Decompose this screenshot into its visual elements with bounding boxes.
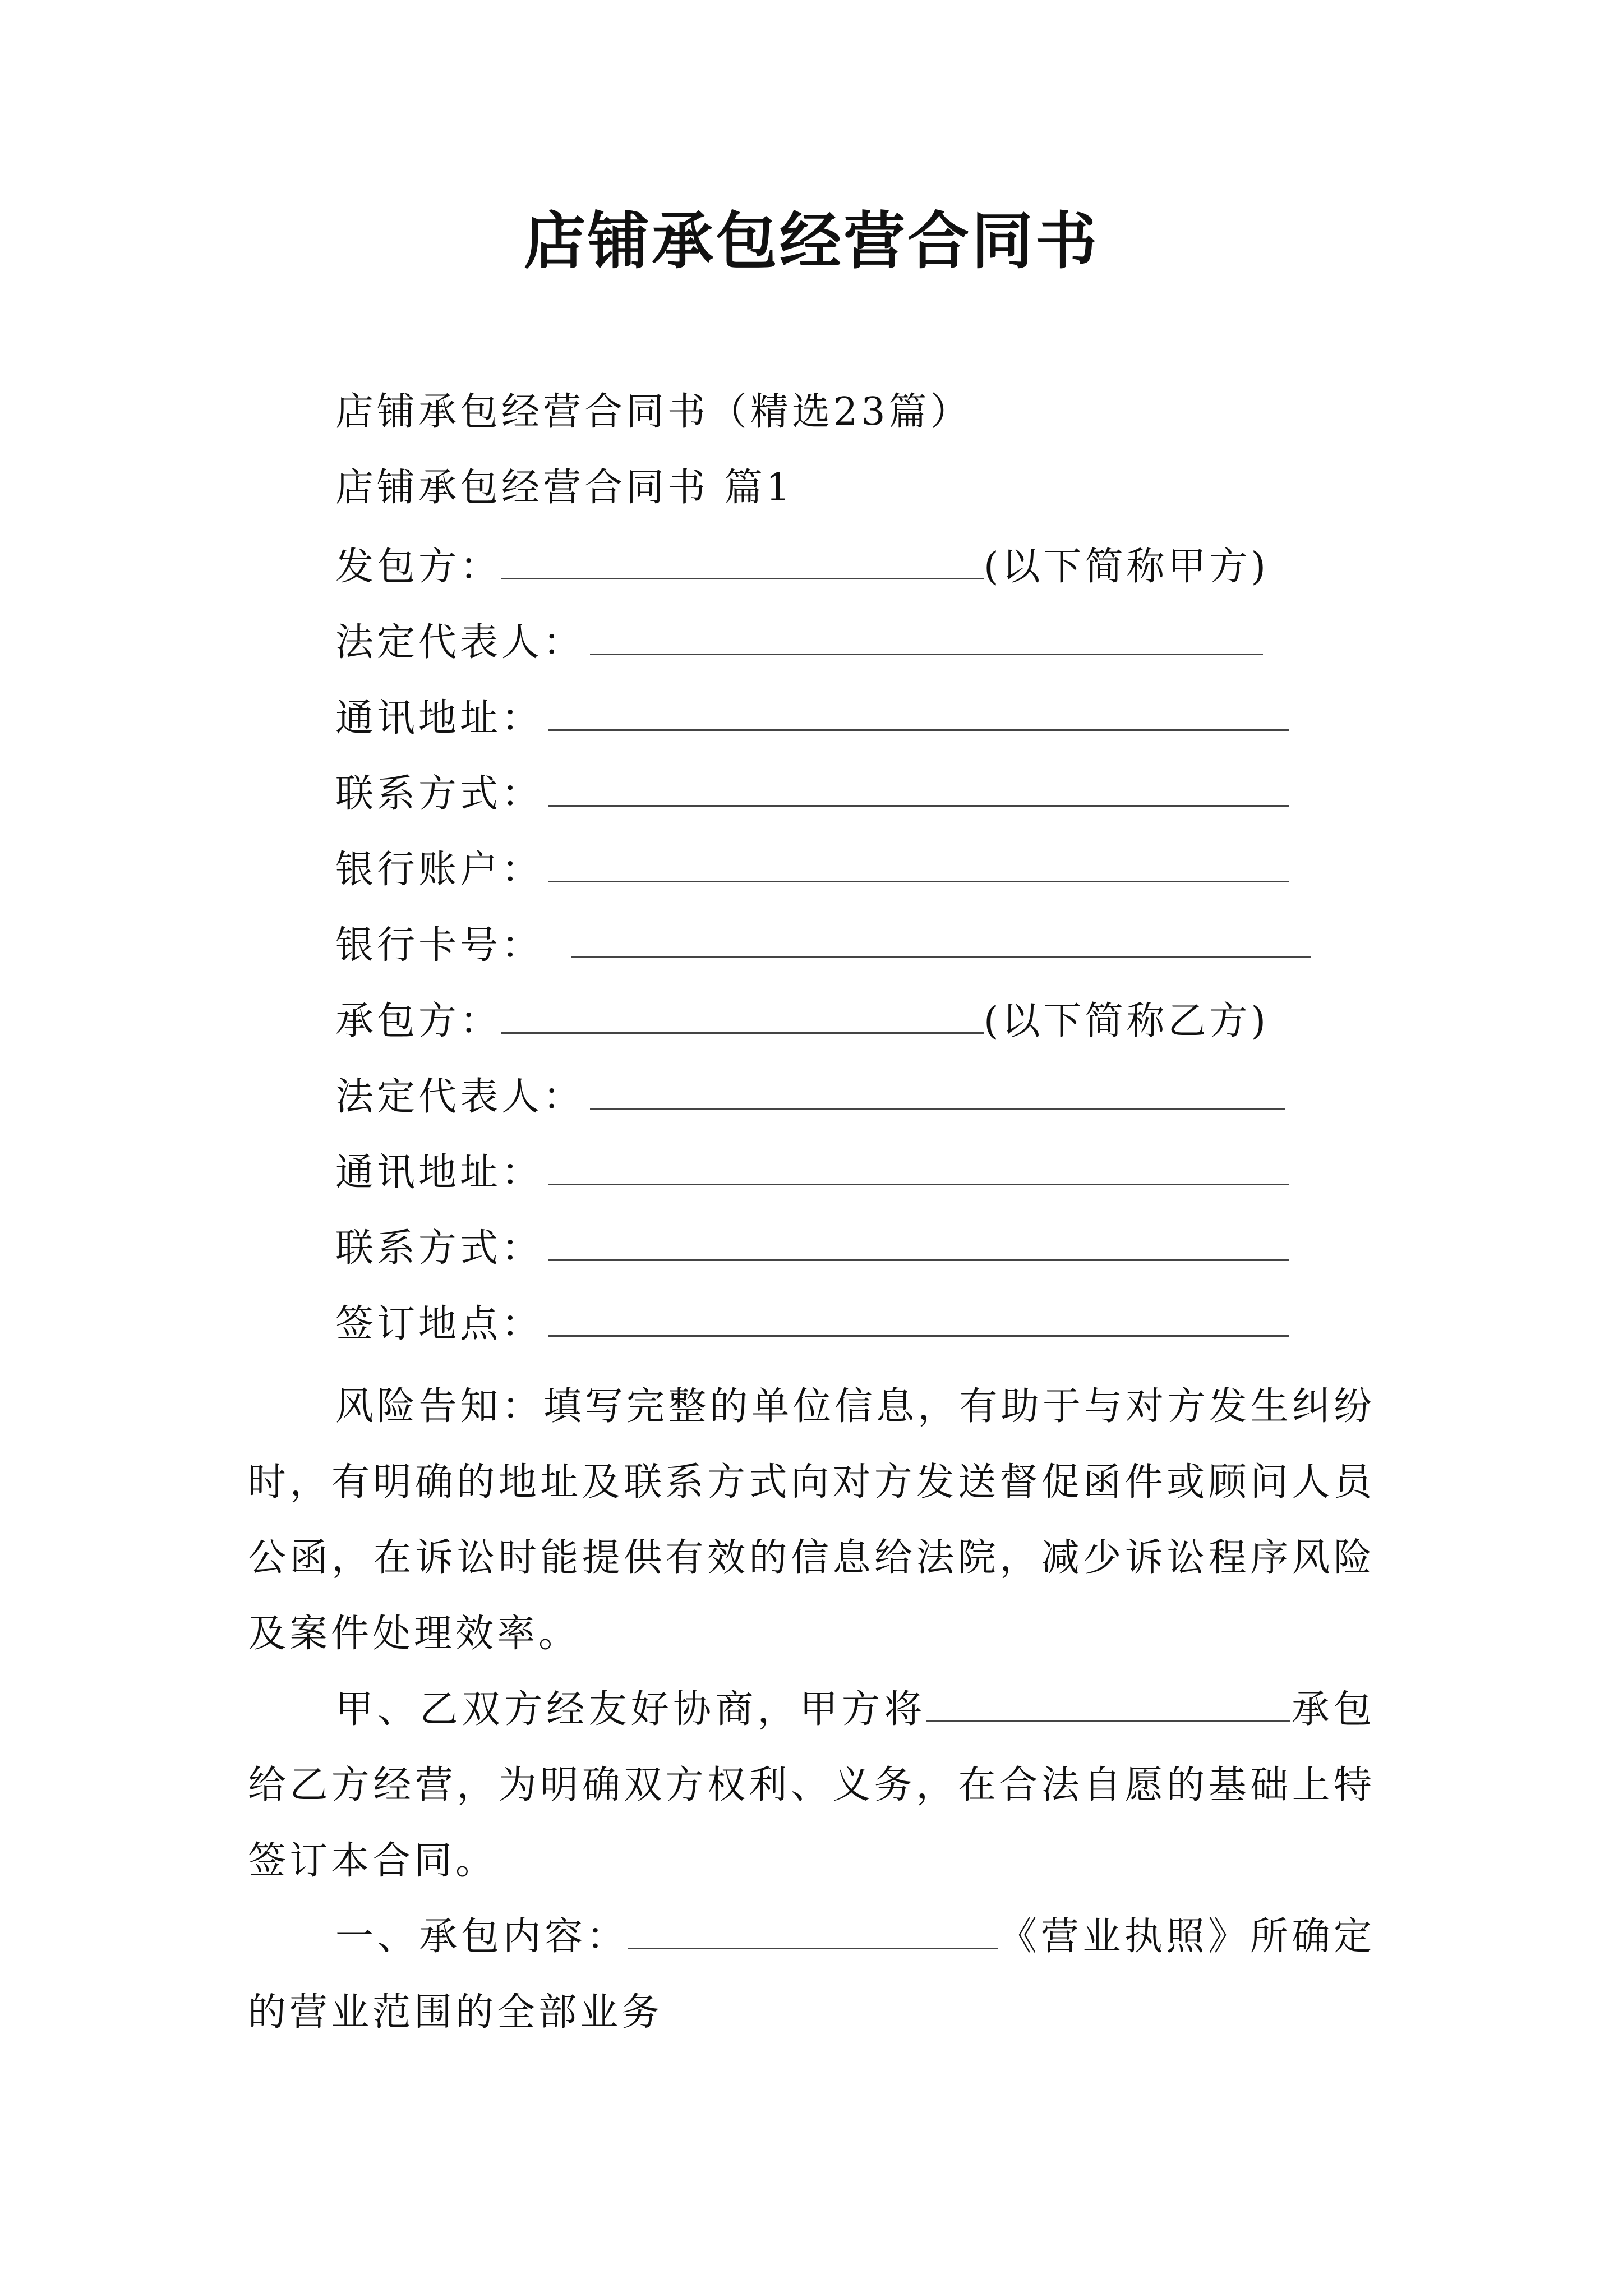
party-a-address-label: 通讯地址：	[335, 696, 543, 740]
agreement-blank[interactable]	[926, 1687, 1290, 1722]
party-a-bank-card-row	[335, 917, 1311, 971]
party-b-contact-label: 联系方式：	[335, 1226, 543, 1271]
party-b-legal-rep-blank[interactable]	[590, 1069, 1285, 1110]
party-b-address-row	[335, 1144, 1289, 1198]
clause-1-paragraph	[248, 1899, 1375, 2050]
party-b-address-label: 通讯地址：	[335, 1151, 543, 1195]
document-subtitle: 店铺承包经营合同书（精选23篇）	[335, 390, 972, 434]
clause-1-suffix: 《营业执照》所确定的营业范围的全部业务	[248, 1915, 1375, 2035]
party-b-contact-row	[335, 1220, 1289, 1274]
party-a-bank-card-blank[interactable]	[571, 917, 1311, 958]
party-a-legal-rep-label: 法定代表人：	[335, 620, 585, 665]
party-a-blank[interactable]	[501, 539, 984, 579]
party-a-suffix: (以下简称甲方)	[984, 545, 1270, 589]
party-b-legal-rep-row	[335, 1069, 1285, 1122]
agreement-suffix: 承包给乙方经营，为明确双方权利、义务，在合法自愿的基础上特签订本合同。	[248, 1687, 1375, 1883]
party-a-address-row	[335, 690, 1289, 744]
sign-place-blank[interactable]	[548, 1296, 1289, 1337]
party-b-contact-blank[interactable]	[548, 1220, 1289, 1261]
party-a-legal-rep-row	[335, 614, 1263, 668]
party-a-contact-row	[335, 766, 1289, 820]
risk-notice-paragraph: 风险告知：填写完整的单位信息，有助于与对方发生纠纷时，有明确的地址及联系方式向对方发送督促函件或顾问人员公函，在诉讼时能提供有效的信息给法院，减少诉讼程序风险及案件处理效率。	[248, 1384, 1375, 1656]
party-b-row	[335, 993, 1269, 1047]
party-a-row	[335, 539, 1269, 592]
party-b-address-blank[interactable]	[548, 1144, 1289, 1185]
section-heading: 店铺承包经营合同书 篇1	[335, 466, 794, 510]
party-b-blank[interactable]	[501, 993, 984, 1034]
party-a-contact-label: 联系方式：	[335, 772, 543, 816]
party-a-bank-card-label: 银行卡号：	[335, 923, 543, 968]
clause-1-prefix: 一、承包内容：	[335, 1915, 629, 1959]
party-a-bank-account-label: 银行账户：	[335, 848, 543, 892]
sign-place-label: 签订地点：	[335, 1302, 543, 1346]
party-a-address-blank[interactable]	[548, 690, 1289, 731]
party-a-label: 发包方：	[335, 545, 502, 589]
party-b-suffix: (以下简称乙方)	[984, 999, 1270, 1043]
party-b-legal-rep-label: 法定代表人：	[335, 1075, 585, 1119]
clause-1-blank[interactable]	[628, 1914, 998, 1949]
document-title: 店铺承包经营合同书	[524, 205, 1099, 277]
party-a-bank-account-row	[335, 841, 1289, 895]
agreement-prefix: 甲、乙双方经友好协商，甲方将	[335, 1687, 926, 1732]
sign-place-row	[335, 1296, 1289, 1350]
party-a-contact-blank[interactable]	[548, 766, 1289, 807]
party-a-bank-account-blank[interactable]	[548, 841, 1289, 882]
party-b-label: 承包方：	[335, 999, 502, 1043]
agreement-paragraph	[248, 1672, 1375, 1899]
party-a-legal-rep-blank[interactable]	[590, 614, 1263, 655]
